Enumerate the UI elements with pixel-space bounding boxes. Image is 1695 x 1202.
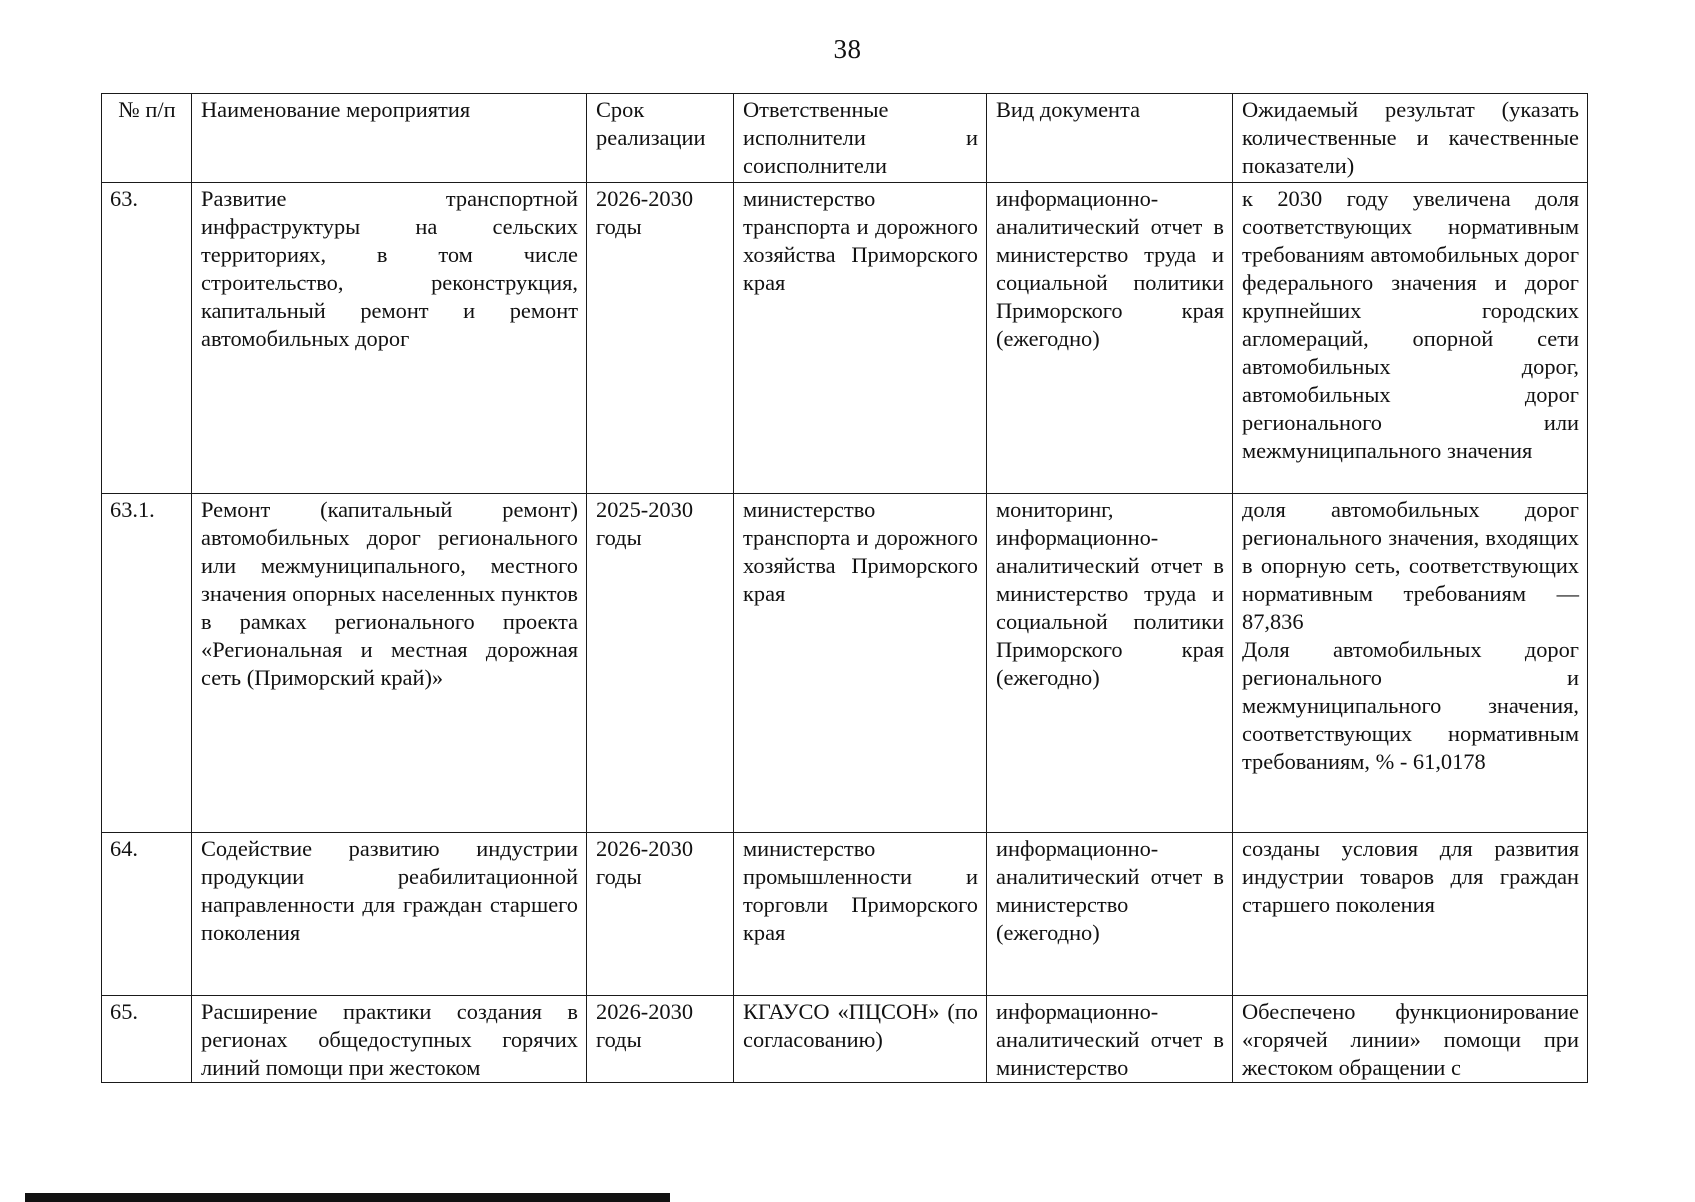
row-num — [102, 996, 192, 1083]
row-doc-type: информационно-аналитический отчет в министерство (ежегодно) — [987, 833, 1233, 996]
table-row — [102, 833, 1588, 996]
measures-table — [101, 93, 1588, 1083]
row-num: 63. — [102, 183, 192, 494]
header-responsible: Ответственные исполнители и соисполнители — [734, 94, 987, 183]
table-row — [102, 494, 1588, 833]
row-name: Развитие транспортной инфраструктуры на сельских территориях, в том числе строительство, реконструкция, капитальный ремонт и ремонт автомобильных дорог — [192, 183, 587, 494]
table-row — [102, 996, 1588, 1083]
header-result: Ожидаемый результат (указать количественные и качественные показатели) — [1233, 94, 1588, 183]
row-term: 2026-2030 годы — [587, 183, 734, 494]
row-name — [192, 996, 587, 1083]
row-result — [1233, 494, 1588, 833]
header-name: Наименование мероприятия — [192, 94, 587, 183]
header-term: Срок реализации — [587, 94, 734, 183]
scan-edge-bar — [25, 1193, 670, 1202]
table-header-row — [102, 94, 1588, 183]
row-doc-type: информационно-аналитический отчет в министерство труда и социальной политики Приморского края (ежегодно) — [987, 183, 1233, 494]
row-result-part-1: доля автомобильных дорог регионального значения, входящих в опорную сеть, соответствующих нормативным требованиям — 87,836 — [1242, 497, 1579, 634]
row-responsible: министерство промышленности и торговли Приморского края — [734, 833, 987, 996]
row-doc-type: мониторинг, информационно-аналитический отчет в министерство труда и социальной политики Приморского края (ежегодно) — [987, 494, 1233, 833]
row-responsible — [734, 996, 987, 1083]
row-result-part-2: Доля автомобильных дорог регионального и межмуниципального значения, соответствующих нормативным требованиям, % - 61,0178 — [1242, 637, 1579, 774]
row-responsible: министерство транспорта и дорожного хозяйства Приморского края — [734, 183, 987, 494]
row-result: созданы условия для развития индустрии товаров для граждан старшего поколения — [1233, 833, 1588, 996]
row-responsible-text: КГАУСО «ПЦСОН» (по согласованию) — [743, 999, 978, 1052]
row-result — [1233, 996, 1588, 1083]
row-name: Содействие развитию индустрии продукции реабилитационной направленности для граждан старшего поколения — [192, 833, 587, 996]
row-doc-type-text: информационно-аналитический отчет в министерство — [996, 999, 1224, 1080]
row-doc-type — [987, 996, 1233, 1083]
row-result: к 2030 году увеличена доля соответствующих нормативным требованиям автомобильных дорог федерального значения и дорог крупнейших городских агломераций, опорной сети автомобильных дорог, автомобильных дорог регионального или межмуниципального значения — [1233, 183, 1588, 494]
header-num: № п/п — [102, 94, 192, 183]
row-num: 64. — [102, 833, 192, 996]
page-number: 38 — [833, 34, 862, 64]
row-term — [587, 996, 734, 1083]
row-name-text: Расширение практики создания в регионах общедоступных горячих линий помощи при жестоком — [201, 999, 578, 1080]
header-doc-type: Вид документа — [987, 94, 1233, 183]
row-num: 63.1. — [102, 494, 192, 833]
row-name: Ремонт (капитальный ремонт) автомобильных дорог регионального или межмуниципального, местного значения опорных населенных пунктов в рамках регионального проекта «Региональная и местная дорожная сеть (Приморский край)» — [192, 494, 587, 833]
row-term: 2025-2030 годы — [587, 494, 734, 833]
table-row — [102, 183, 1588, 494]
row-result-text: Обеспечено функционирование «горячей линии» помощи при жестоком обращении с — [1242, 999, 1579, 1080]
row-term-text: 2026-2030 годы — [596, 999, 694, 1052]
row-term: 2026-2030 годы — [587, 833, 734, 996]
row-num-text: 65. — [110, 999, 138, 1024]
row-responsible: министерство транспорта и дорожного хозяйства Приморского края — [734, 494, 987, 833]
